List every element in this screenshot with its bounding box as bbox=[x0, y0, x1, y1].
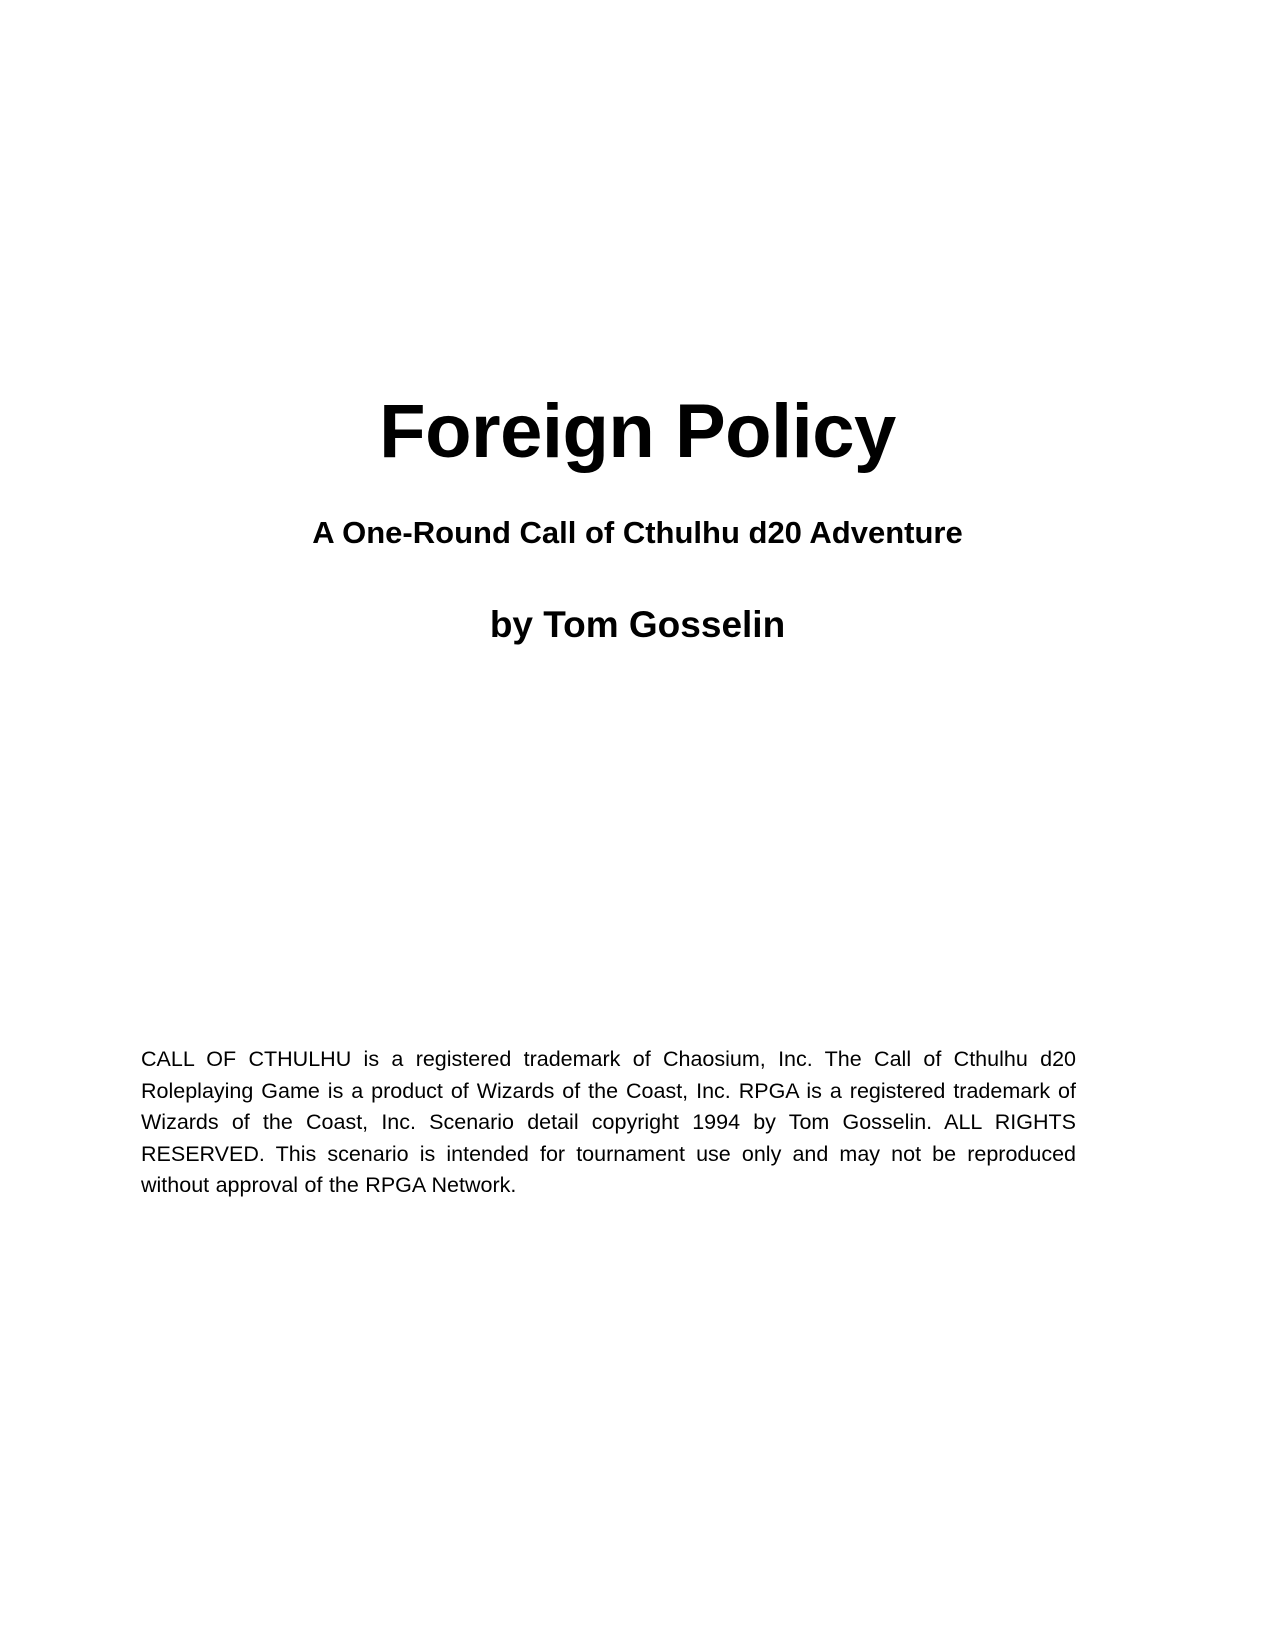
copyright-notice: CALL OF CTHULHU is a registered trademark of Chaosium, Inc. The Call of Cthulhu d20 Roleplaying Game is a product of Wizards of the Coast, Inc. RPGA is a registered trademark of Wizards of the Coast, Inc. Scenario detail copyright 1994 by Tom Gosselin. ALL RIGHTS RESERVED. This scenario is intended for tournament use only and may not be reproduced without approval of the RPGA Network. bbox=[141, 1047, 1076, 1198]
page-title: Foreign Policy bbox=[379, 389, 896, 474]
legal-block bbox=[141, 1044, 1076, 1202]
author-byline: by Tom Gosselin bbox=[489, 603, 786, 645]
title-block bbox=[0, 389, 1275, 647]
page-subtitle: A One-Round Call of Cthulhu d20 Adventure bbox=[312, 514, 963, 550]
